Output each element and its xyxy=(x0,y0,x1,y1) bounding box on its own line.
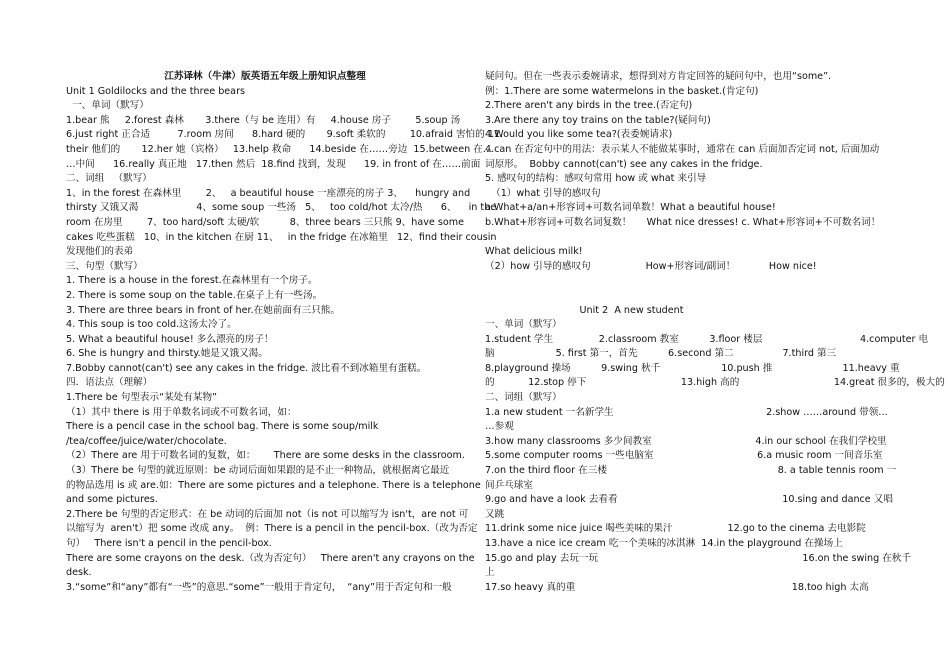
right-text-line: 二、词组（默写） xyxy=(485,392,562,404)
right-text-line: 17.so heavy 真的重 18.too high 太高 xyxy=(485,581,869,593)
right-text-line: 间乒乓球室 xyxy=(485,479,533,491)
right-text-line: 3.how many classrooms 多少间教室 4.in our school 在我们学校里 xyxy=(485,435,887,447)
left-text-line: 7.Bobby cannot(can't) see any cakes in the fridge. 波比看不到冰箱里有蛋糕。 xyxy=(66,362,427,374)
left-text-line: 2. There is some soup on the table.在桌子上有一些汤。 xyxy=(66,289,323,301)
left-text-line: 6.just right 正合适 7.room 房间 8.hard 硬的 9.soft 柔软的 10.afraid 害怕的 11. xyxy=(66,129,504,141)
right-text-line: 5.some computer rooms 一些电脑室 6.a music room 一间音乐室 xyxy=(485,450,883,462)
left-text-line: （3）There be 句型的就近原则：be 动词后面如果跟的是不止一种物品，就根据离它最近 xyxy=(66,465,450,477)
left-text-line: There is a pencil case in the school bag. There is some soup/milk xyxy=(66,421,379,433)
left-text-line: their 他们的 12.her 她（宾格） 13.help 救命 14.beside 在……旁边 15.between 在… xyxy=(66,143,493,155)
right-text-line: 上 xyxy=(485,567,495,579)
left-text-line: 三、句型（默写） xyxy=(66,260,143,272)
right-text-line: 3.Are there any toy trains on the table?(疑问句) xyxy=(485,114,711,126)
left-text-line: （2）There are 用于可数名词的复数，如： There are some desks in the classroom. xyxy=(66,450,465,462)
left-text-line: 1、in the forest 在森林里 2、 a beautiful house 一座漂亮的房子 3、 hungry and xyxy=(66,187,471,199)
right-text-line: …参观 xyxy=(485,421,514,433)
left-text-line: 江苏译林（牛津）版英语五年级上册知识点整理 xyxy=(164,71,366,82)
right-text-line: 4.can 在否定句中的用法：表示某人不能做某事时，通常在 can 后面加否定词 not, 后面加动 xyxy=(485,143,880,155)
right-text-line: 9.go and have a look 去看看 10.sing and dance 又唱 xyxy=(485,494,893,506)
right-text-line: 脑 5. first 第一，首先 6.second 第二 7.third 第三 xyxy=(485,348,837,360)
right-text-line: 13.have a nice ice cream 吃一个美味的冰淇淋 14.in the playground 在操场上 xyxy=(485,538,843,549)
right-text-line: 的 12.stop 停下 13.high 高的 14.great 很多的，极大的 xyxy=(485,377,945,389)
left-text-line: There are some crayons on the desk.（改为否定句） There aren't any crayons on the xyxy=(66,552,475,564)
left-text-line: 2.There be 句型的否定形式：在 be 动词的后面加 not（is not 可以缩写为 isn't，are not 可 xyxy=(66,508,469,520)
right-text-line: 疑问句。但在一些表示委婉请求，想得到对方肯定回答的疑问句中，也用“some”. xyxy=(485,71,832,82)
left-text-line: 3.“some”和“any”都有“一些”的意思.“some”一般用于肯定句， “any”用于否定句和一般 xyxy=(66,581,452,593)
right-text-line xyxy=(485,274,881,289)
left-text-line: 以缩写为 aren't）把 some 改成 any。 例：There is a pencil in the pencil-box.（改为否定 xyxy=(66,523,478,535)
right-text-line: 词原形。 Bobby cannot(can't) see any cakes in the fridge. xyxy=(485,158,763,170)
left-text-line: cakes 吃些蛋糕 10、in the kitchen 在厨 11、 in the fridge 在冰箱里 12、find their cousin xyxy=(66,231,497,243)
right-text-line xyxy=(485,231,881,246)
right-text-line: 又跳 xyxy=(485,508,505,520)
right-text-line: 8.playground 操场 9.swing 秋千 10.push 推 11.heavy 重 xyxy=(485,362,900,374)
left-text-line: 四．语法点（理解） xyxy=(66,377,153,389)
left-text-line: /tea/coffee/juice/water/chocolate. xyxy=(66,435,227,447)
left-text-line: and some pictures. xyxy=(66,494,158,506)
left-text-line: （1）其中 there is 用于单数名词或不可数名词，如： xyxy=(66,406,297,418)
left-text-line: 发现他们的表弟 xyxy=(66,246,134,258)
left-text-line: 1. There is a house in the forest.在森林里有一个房子。 xyxy=(66,275,318,287)
right-text-line: 5. 感叹句的结构：感叹句常用 how 或 what 来引导 xyxy=(485,173,707,185)
right-text-line: 11.drink some nice juice 喝些美味的果汁 12.go to the cinema 去电影院 xyxy=(485,523,866,535)
left-text-line: 二、词组 （默写） xyxy=(66,173,152,185)
right-text-line: （2）how 引导的感叹句 How+形容词/副词！ How nice! xyxy=(485,260,817,272)
left-text-line: room 在房里 7、too hard/soft 太硬/软 8、three bears 三只熊 9、have some xyxy=(66,216,464,228)
right-text-line xyxy=(485,289,881,304)
left-text-line: …中间 16.really 真正地 17.then 然后 18.find 找到，发现 19. in front of 在……前面 xyxy=(66,158,481,170)
right-column xyxy=(485,70,945,595)
right-text-line: 一、单词（默写） xyxy=(485,319,562,331)
left-text-line: 句） There isn't a pencil in the pencil-box. xyxy=(66,538,272,549)
left-text-line: 一、单词（默写） xyxy=(66,100,149,112)
right-text-line: 7.on the third floor 在三楼 8. a table tennis room 一 xyxy=(485,465,897,477)
right-text-line: 1.student 学生 2.classroom 教室 3.floor 楼层 4.computer 电 xyxy=(485,333,929,345)
left-text-line: 6. She is hungry and thirsty.她是又饿又渴。 xyxy=(66,348,268,360)
right-text-line: a.What+a/an+形容词+可数名词单数！What a beautiful house! xyxy=(485,202,776,214)
right-text-line: 1.a new student 一名新学生 2.show ……around 带领… xyxy=(485,406,888,418)
left-text-line: 3. There are three bears in front of her.在她前面有三只熊。 xyxy=(66,304,340,316)
left-text-line: Unit 1 Goldilocks and the three bears xyxy=(66,85,246,97)
left-text-line: 5. What a beautiful house! 多么漂亮的房子！ xyxy=(66,333,274,345)
left-text-line: 4. This soup is too cold.这汤太冷了。 xyxy=(66,319,237,331)
right-text-line: 15.go and play 去玩一玩 16.on the swing 在秋千 xyxy=(485,552,911,564)
left-text-line: desk. xyxy=(66,567,92,579)
right-text-line: What delicious milk! xyxy=(485,246,583,258)
right-text-line: 4.Would you like some tea?(表委婉请求) xyxy=(485,129,673,141)
left-text-line: 1.bear 熊 2.forest 森林 3.there（与 be 连用）有 4.house 房子 5.soup 汤 xyxy=(66,114,461,126)
right-text-line: Unit 2 A new student xyxy=(485,304,684,316)
left-text-line: 1.There be 句型表示“某处有某物” xyxy=(66,392,218,404)
right-text-line: 2.There aren't any birds in the tree.(否定句) xyxy=(485,100,693,112)
right-text-line: b.What+形容词+可数名词复数！ What nice dresses! c. What+形容词+不可数名词！ xyxy=(485,216,881,228)
left-text-line: 的物品选用 is 或 are.如：There are some pictures and a telephone. There is a telephone xyxy=(66,479,481,491)
right-text-line: 例：1.There are some watermelons in the basket.(肯定句) xyxy=(485,85,759,97)
right-text-line: （1）what 引导的感叹句 xyxy=(485,187,601,199)
left-text-line: thirsty 又饿又渴 4、some soup 一些汤 5、 too cold/hot 太冷/热 6、 in the xyxy=(66,202,497,214)
